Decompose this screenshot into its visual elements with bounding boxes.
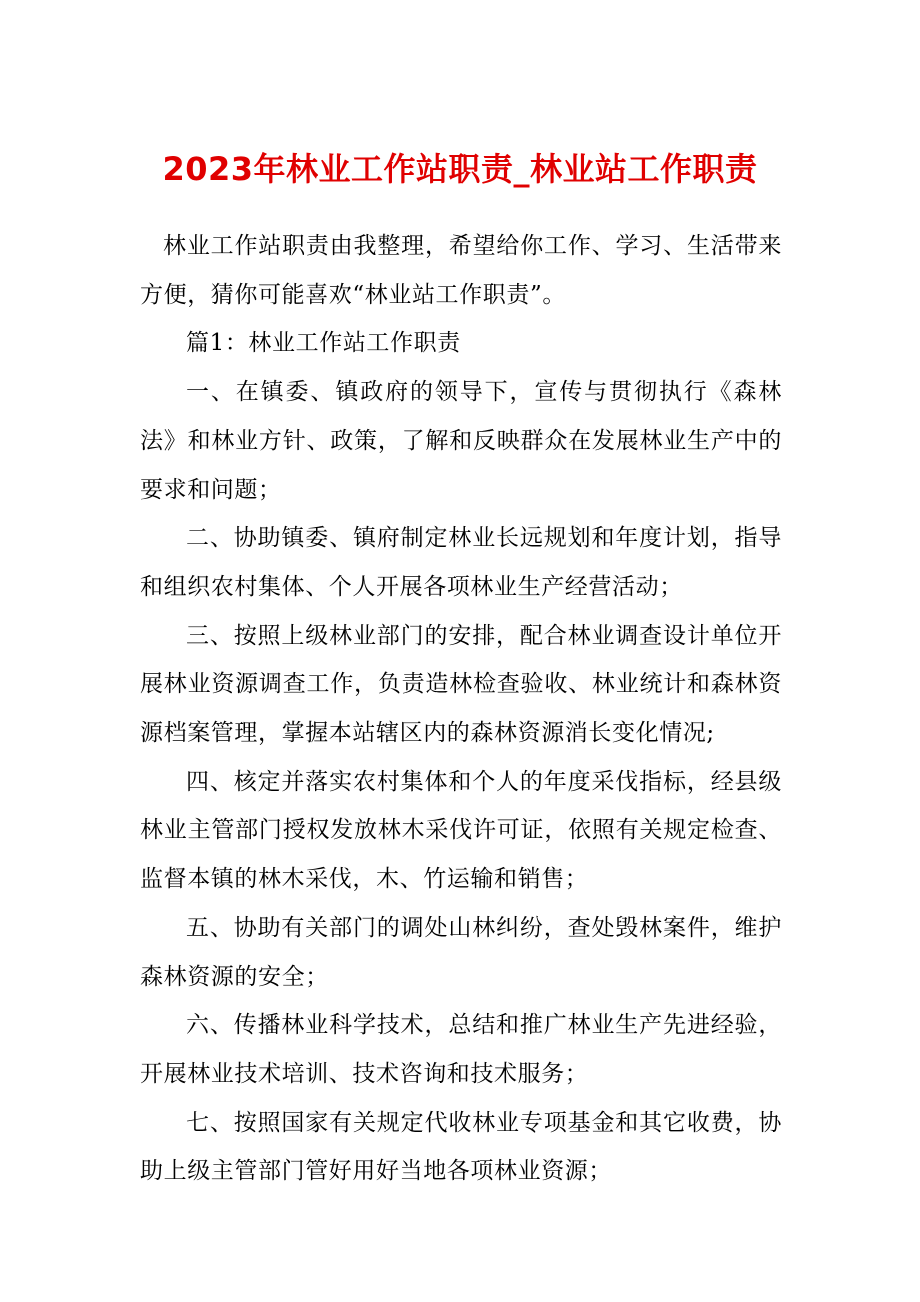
duty-item-4: 四、核定并落实农村集体和个人的年度采伐指标，经县级林业主管部门授权发放林木采伐许可证，依照有关规定检查、监督本镇的林木采伐，木、竹运输和销售； (140, 768, 782, 893)
duty-item-6: 六、传播林业科学技术，总结和推广林业生产先进经验，开展林业技术培训、技术咨询和技术服务； (140, 1012, 782, 1087)
document-title: 2023年林业工作站职责_林业站工作职责 (162, 150, 758, 188)
duty-item-1: 一、在镇委、镇政府的领导下，宣传与贯彻执行《森林法》和林业方针、政策，了解和反映群众在发展林业生产中的要求和问题； (140, 379, 782, 503)
intro-paragraph: 林业工作站职责由我整理，希望给你工作、学习、生活带来方便，猜你可能喜欢“林业站工作职责”。 (140, 233, 782, 308)
document-body (140, 222, 782, 1196)
duty-item-5: 五、协助有关部门的调处山林纠纷，查处毁林案件，维护森林资源的安全； (140, 914, 782, 990)
duty-item-2: 二、协助镇委、镇府制定林业长远规划和年度计划，指导和组织农村集体、个人开展各项林业生产经营活动； (140, 525, 782, 600)
duty-item-7: 七、按照国家有关规定代收林业专项基金和其它收费，协助上级主管部门管好用好当地各项林业资源； (140, 1109, 782, 1185)
section-heading: 篇1：林业工作站工作职责 (186, 330, 461, 357)
duty-item-3: 三、按照上级林业部门的安排，配合林业调查设计单位开展林业资源调查工作，负责造林检查验收、林业统计和森林资源档案管理，掌握本站辖区内的森林资源消长变化情况; (140, 622, 782, 747)
